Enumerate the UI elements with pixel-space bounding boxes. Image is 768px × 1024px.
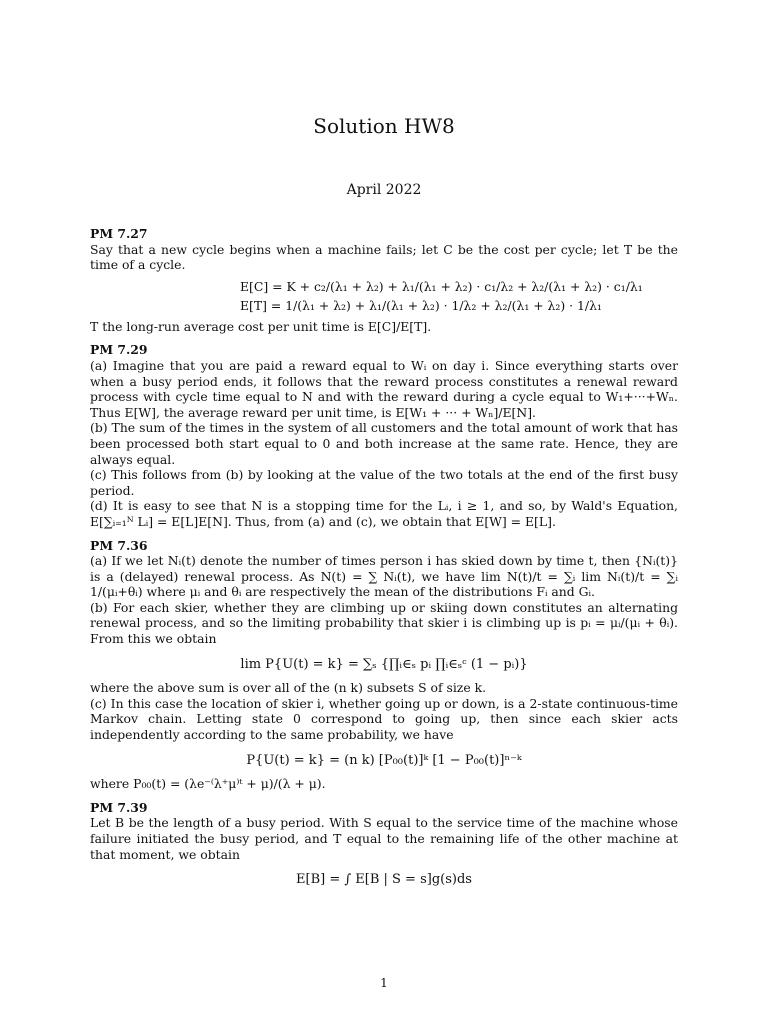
paragraph: (c) In this case the location of skier i, whether going up or down, is a 2-state continuous-time Markov chain. Letting state 0 correspond to going up, then since each skier acts independently according to the same probability, we have <box>90 695 678 743</box>
paragraph: (d) It is easy to see that N is a stopping time for the Lᵢ, i ≥ 1, and so, by Wald's Equation, E[∑ᵢ₌₁ᴺ Lᵢ] = E[L]E[N]. Thus, from (a) and (c), we obtain that E[W] = E[L]. <box>90 498 678 529</box>
section-heading: PM 7.27 <box>90 226 148 241</box>
paragraph: Say that a new cycle begins when a machine fails; let C be the cost per cycle; let T be the time of a cycle. <box>90 241 678 273</box>
section-heading: PM 7.36 <box>90 537 148 553</box>
paragraph: T the long-run average cost per unit time is E[C]/E[T]. <box>90 318 432 334</box>
equation-lim-p: lim P{U(t) = k} = ∑ₛ {∏ᵢ∈ₛ pᵢ ∏ᵢ∈ₛᶜ (1 − pᵢ)} <box>240 656 528 672</box>
document-title: Solution HW8 <box>313 114 455 138</box>
document-date: April 2022 <box>346 182 422 198</box>
paragraph: (b) The sum of the times in the system of all customers and the total amount of work that has been processed both start equal to 0 and both increase at the same rate. Hence, they are always equal. <box>90 420 678 467</box>
paragraph: (a) If we let Nᵢ(t) denote the number of times person i has skied down by time t, then {Nᵢ(t)} is a (delayed) renewal process. As N(t) = ∑ Nᵢ(t), we have lim N(t)/t = ∑ᵢ lim Nᵢ(t)/t = ∑ᵢ 1/(μᵢ+θᵢ) where μᵢ and θᵢ are respectively the mean of the distributions Fᵢ and Gᵢ. <box>90 553 678 600</box>
equation-ec: E[C] = K + c₂/(λ₁ + λ₂) + λ₁/(λ₁ + λ₂) · c₁/λ₂ + λ₂/(λ₁ + λ₂) · c₁/λ₁ <box>240 278 643 294</box>
page-number: 1 <box>380 976 388 990</box>
section-heading: PM 7.29 <box>90 342 148 358</box>
equation-block <box>240 277 678 315</box>
document-body <box>90 226 678 896</box>
paragraph: (c) This follows from (b) by looking at the value of the two totals at the end of the first busy period. <box>90 467 678 498</box>
paragraph: (a) Imagine that you are paid a reward equal to Wᵢ on day i. Since everything starts over when a busy period ends, it follows that the reward process constitutes a renewal reward process with cycle time equal to N and with the reward during a cycle equal to W₁+···+Wₙ. Thus E[W], the average reward per unit time, is E[W₁ + ··· + Wₙ]/E[N]. <box>90 357 678 420</box>
paragraph: where the above sum is over all of the (n k) subsets S of size k. <box>90 680 487 696</box>
section-heading: PM 7.39 <box>90 799 148 815</box>
equation-et: E[T] = 1/(λ₁ + λ₂) + λ₁/(λ₁ + λ₂) · 1/λ₂ + λ₂/(λ₁ + λ₂) · 1/λ₁ <box>240 297 602 313</box>
equation-eb: E[B] = ∫ E[B | S = s]g(s)ds <box>296 872 472 888</box>
paragraph: (b) For each skier, whether they are climbing up or skiing down constitutes an alternating renewal process, and so the limiting probability that skier i is climbing up is pᵢ = μᵢ/(μᵢ + θᵢ). From this we obtain <box>90 599 678 647</box>
equation-p-ut: P{U(t) = k} = (n k) [P₀₀(t)]ᵏ [1 − P₀₀(t)]ⁿ⁻ᵏ <box>246 752 522 768</box>
paragraph: where P₀₀(t) = (λe⁻⁽λ⁺μ⁾ᵗ + μ)/(λ + μ). <box>90 776 326 792</box>
paragraph: Let B be the length of a busy period. With S equal to the service time of the machine whose failure initiated the busy period, and T equal to the remaining life of the other machine at that moment, we obtain <box>90 815 678 862</box>
